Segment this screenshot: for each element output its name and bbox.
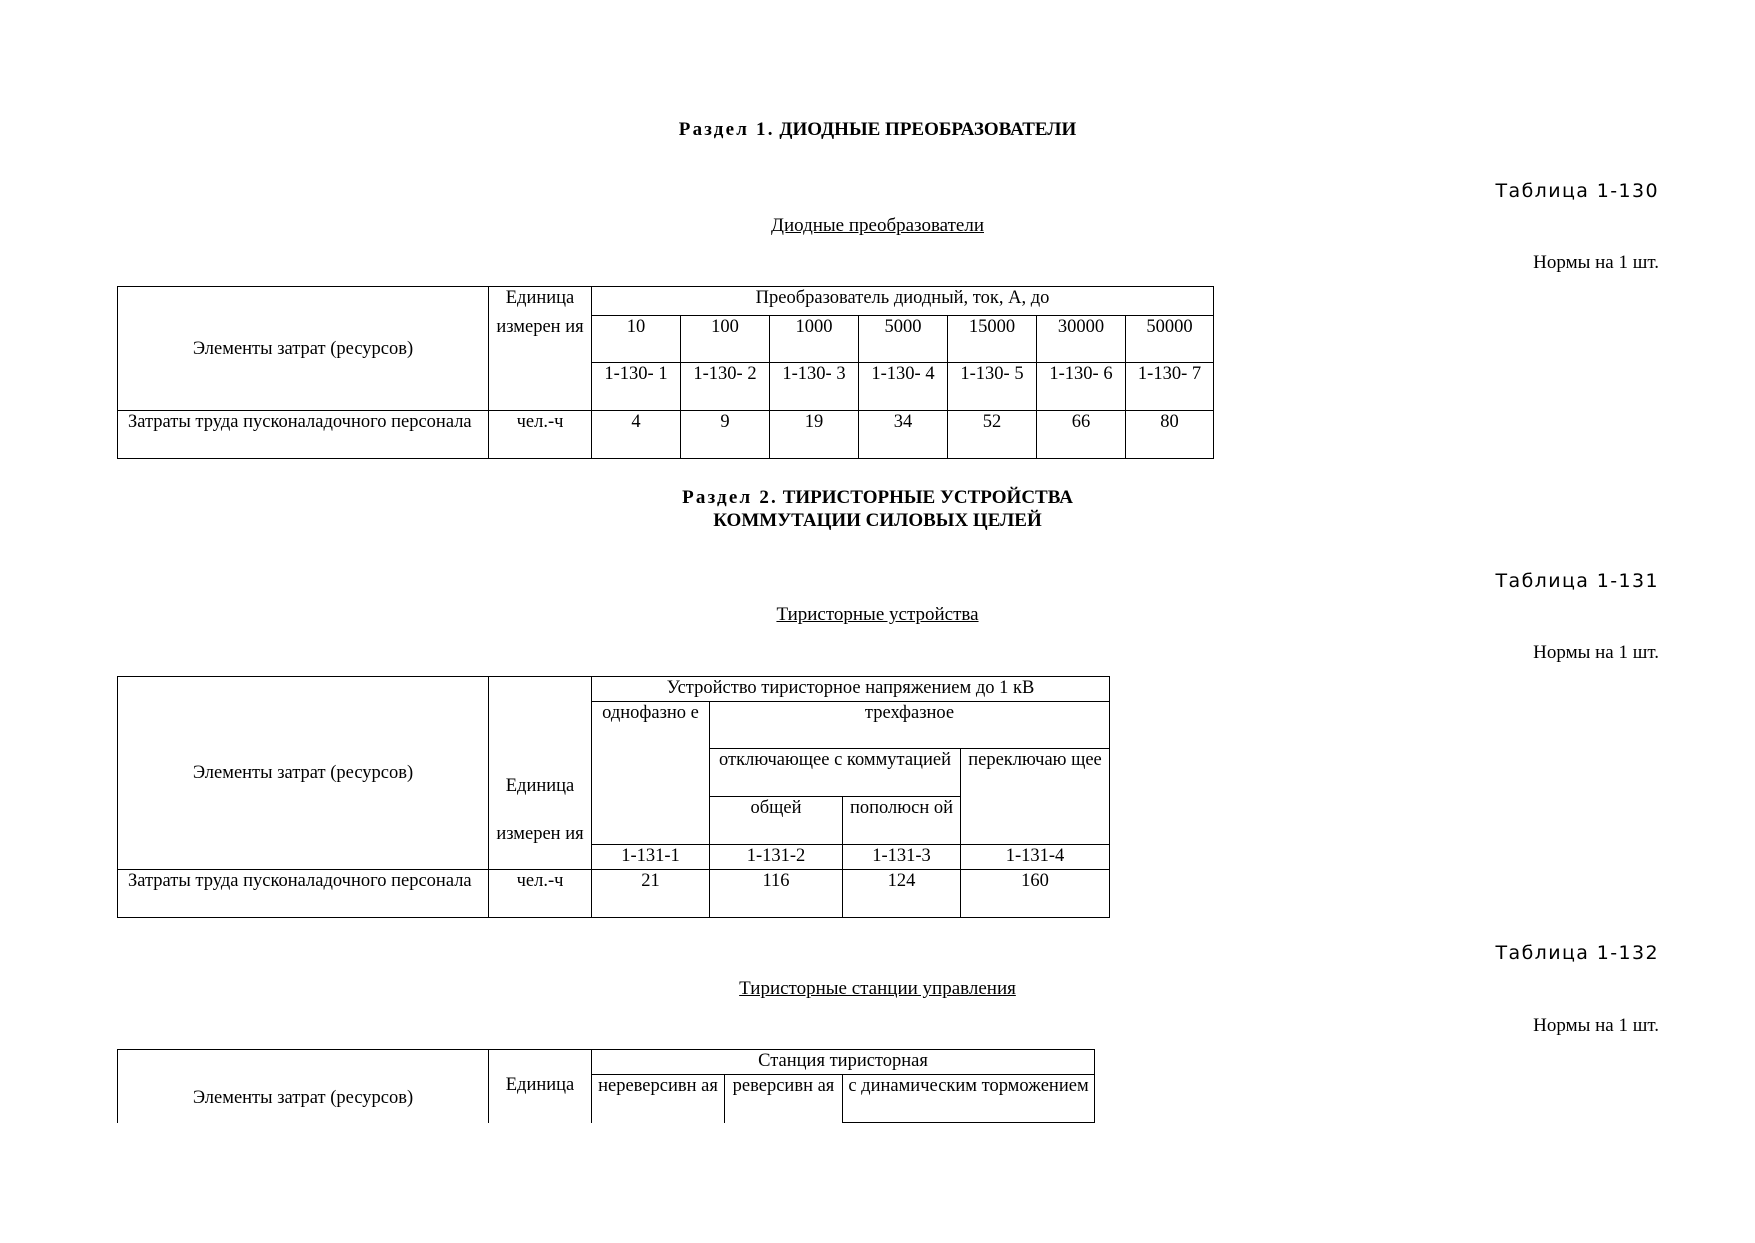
table-131-number: Таблица 1-131 xyxy=(1495,570,1659,592)
table-130-value: 4 xyxy=(592,411,681,459)
table-130-current: 10 xyxy=(592,316,681,363)
table-130-code: 1-130- 2 xyxy=(681,363,770,411)
section-1-title xyxy=(0,118,1755,141)
table-132-dynamic-braking: с динамическим торможением xyxy=(843,1075,1095,1123)
table-130-value: 52 xyxy=(948,411,1037,459)
table-131-caption: Тиристорные устройства xyxy=(776,604,979,625)
table-132-header-elements: Элементы затрат (ресурсов) xyxy=(118,1050,489,1123)
table-131-common: общей xyxy=(710,797,843,845)
table-130 xyxy=(117,286,1214,459)
table-130-code: 1-130- 3 xyxy=(770,363,859,411)
table-131-code: 1-131-2 xyxy=(710,845,843,870)
table-131-header-unit-2: измерен ия xyxy=(489,797,592,845)
table-130-header-unit-blank xyxy=(489,363,592,411)
table-130-current: 50000 xyxy=(1126,316,1214,363)
table-130-code: 1-130- 1 xyxy=(592,363,681,411)
table-131-value: 21 xyxy=(592,870,710,918)
section-2-title-line-1 xyxy=(0,486,1755,509)
table-131-value: 116 xyxy=(710,870,843,918)
table-131-disconnecting: отключающее с коммутацией xyxy=(710,749,961,797)
table-131-row-unit: чел.-ч xyxy=(489,870,592,918)
table-130-current: 5000 xyxy=(859,316,948,363)
table-130-norms: Нормы на 1 шт. xyxy=(1533,252,1659,273)
table-130-number: Таблица 1-130 xyxy=(1495,180,1659,202)
table-131-norms: Нормы на 1 шт. xyxy=(1533,642,1659,663)
table-131-per-pole: пополюсн ой xyxy=(843,797,961,845)
section-2-title-line-2: КОММУТАЦИИ СИЛОВЫХ ЦЕЛЕЙ xyxy=(713,510,1042,531)
page-bottom-margin xyxy=(0,1123,1755,1243)
table-row xyxy=(118,870,1110,918)
table-130-value: 9 xyxy=(681,411,770,459)
table-131-single-phase: однофазно е xyxy=(592,702,710,845)
table-130-code: 1-130- 6 xyxy=(1037,363,1126,411)
table-132-number: Таблица 1-132 xyxy=(1495,942,1659,964)
table-130-code: 1-130- 7 xyxy=(1126,363,1214,411)
table-130-header-elements: Элементы затрат (ресурсов) xyxy=(118,287,489,411)
section-1-prefix: Раздел 1. xyxy=(678,119,775,140)
table-131-code: 1-131-4 xyxy=(961,845,1110,870)
table-131-row-label: Затраты труда пусконаладочного персонала xyxy=(118,870,489,918)
section-2-prefix: Раздел 2. xyxy=(682,487,778,508)
table-132-header-unit-1: Единица xyxy=(489,1050,592,1123)
table-130-current: 30000 xyxy=(1037,316,1126,363)
table-132 xyxy=(117,1049,1095,1123)
table-130-header-unit-2: измерен ия xyxy=(489,316,592,363)
table-130-value: 80 xyxy=(1126,411,1214,459)
table-132-nonreversible: нереверсивн ая xyxy=(592,1075,725,1123)
table-130-value: 66 xyxy=(1037,411,1126,459)
table-row xyxy=(118,411,1214,459)
table-130-header-unit-1: Единица xyxy=(489,287,592,316)
table-130-current: 1000 xyxy=(770,316,859,363)
table-131-header-unit-blank xyxy=(489,845,592,870)
table-131-header-unit-1: Единица xyxy=(489,677,592,797)
table-131-value: 160 xyxy=(961,870,1110,918)
section-1-name: ДИОДНЫЕ ПРЕОБРАЗОВАТЕЛИ xyxy=(779,119,1077,140)
table-130-row-label: Затраты труда пусконаладочного персонала xyxy=(118,411,489,459)
table-131-value: 124 xyxy=(843,870,961,918)
table-130-code: 1-130- 5 xyxy=(948,363,1037,411)
section-2-name-1: ТИРИСТОРНЫЕ УСТРОЙСТВА xyxy=(782,487,1073,508)
table-130-value: 19 xyxy=(770,411,859,459)
table-130-value: 34 xyxy=(859,411,948,459)
table-132-reversible: реверсивн ая xyxy=(725,1075,843,1123)
table-130-row-unit: чел.-ч xyxy=(489,411,592,459)
table-131 xyxy=(117,676,1110,918)
table-130-current: 15000 xyxy=(948,316,1037,363)
table-131-code: 1-131-1 xyxy=(592,845,710,870)
table-131-code: 1-131-3 xyxy=(843,845,961,870)
table-130-current: 100 xyxy=(681,316,770,363)
table-130-group-header: Преобразователь диодный, ток, А, до xyxy=(592,287,1214,316)
table-131-three-phase: трехфазное xyxy=(710,702,1110,749)
table-130-caption: Диодные преобразователи xyxy=(770,215,984,236)
table-131-group-header: Устройство тиристорное напряжением до 1 кВ xyxy=(592,677,1110,702)
table-130-code: 1-130- 4 xyxy=(859,363,948,411)
section-2-title xyxy=(0,486,1755,532)
table-132-norms: Нормы на 1 шт. xyxy=(1533,1015,1659,1036)
table-132-group-header: Станция тиристорная xyxy=(592,1050,1095,1075)
table-131-header-elements: Элементы затрат (ресурсов) xyxy=(118,677,489,870)
table-132-caption: Тиристорные станции управления xyxy=(739,978,1016,999)
table-131-switching: переключаю щее xyxy=(961,749,1110,845)
